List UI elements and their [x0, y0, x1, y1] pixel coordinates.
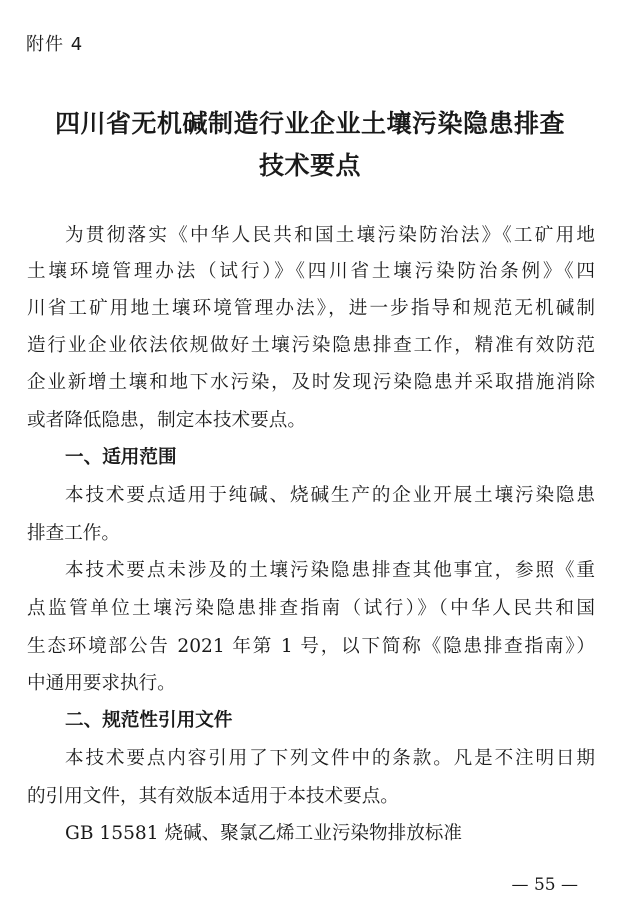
- section-heading-references: 二、规范性引用文件: [65, 710, 233, 731]
- section1-line: 中通用要求执行。: [27, 673, 176, 694]
- section1-line: 生态环境部公告 2021 年第 1 号，以下简称《隐患排查指南》）: [27, 636, 595, 657]
- standard-reference: GB 15581 烧碱、聚氯乙烯工业污染物排放标准: [65, 823, 462, 844]
- page-number: — 55 —: [511, 875, 578, 895]
- section2-line: 的引用文件，其有效版本适用于本技术要点。: [27, 786, 399, 807]
- section1-line: 本技术要点未涉及的土壤污染隐患排查其他事宜，参照《重: [65, 560, 595, 581]
- section2-line: 本技术要点内容引用了下列文件中的条款。凡是不注明日期: [65, 748, 595, 769]
- intro-line: 或者降低隐患，制定本技术要点。: [27, 410, 306, 431]
- document-title-line-1: 四川省无机碱制造行业企业土壤污染隐患排查: [54, 109, 565, 138]
- attachment-label: 附件 4: [26, 34, 84, 55]
- intro-line: 企业新增土壤和地下水污染，及时发现污染隐患并采取措施消除: [27, 372, 595, 393]
- section1-line: 本技术要点适用于纯碱、烧碱生产的企业开展土壤污染隐患: [65, 485, 595, 506]
- section1-line: 排查工作。: [27, 523, 120, 544]
- document-title-line-2: 技术要点: [258, 151, 361, 180]
- intro-line: 为贯彻落实《中华人民共和国土壤污染防治法》《工矿用地: [65, 225, 595, 246]
- intro-line: 川省工矿用地土壤环境管理办法》，进一步指导和规范无机碱制: [27, 298, 595, 319]
- section1-line: 点监管单位土壤污染隐患排查指南（试行）》（中华人民共和国: [27, 598, 595, 619]
- intro-line: 土壤环境管理办法（试行）》《四川省土壤污染防治条例》《四: [27, 261, 595, 282]
- intro-line: 造行业企业依法依规做好土壤污染隐患排查工作，精准有效防范: [27, 335, 595, 356]
- section-heading-scope: 一、适用范围: [65, 447, 177, 468]
